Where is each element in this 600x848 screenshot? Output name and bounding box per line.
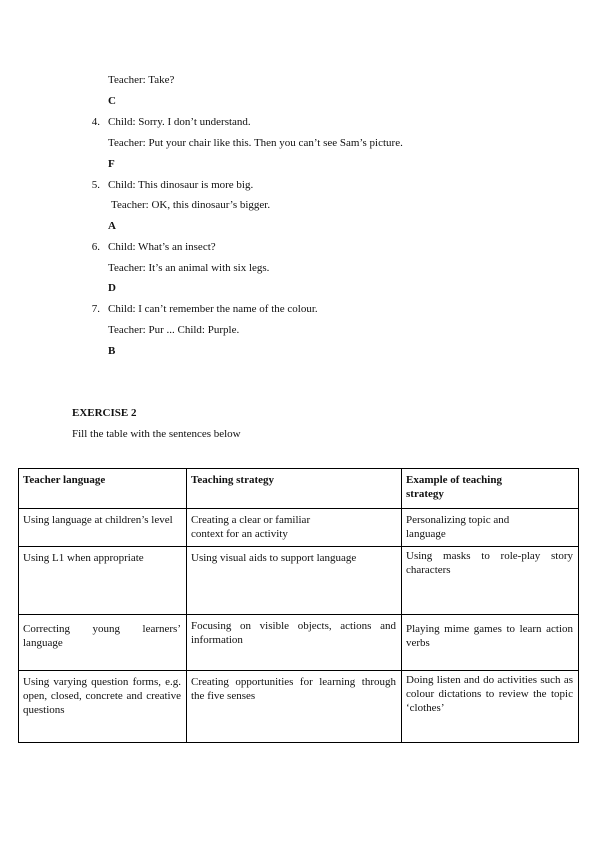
cell-teaching-strategy — [187, 509, 402, 547]
table-row — [19, 547, 579, 615]
header-teaching-strategy: Teaching strategy — [187, 469, 402, 509]
header-teacher-language: Teacher language — [19, 469, 187, 509]
cell-example-line1: Personalizing topic and — [406, 514, 510, 526]
table-row — [19, 671, 579, 743]
item7-teacher-line: Teacher: Pur ... Child: Purple. — [108, 324, 240, 336]
item4-teacher-line: Teacher: Put your chair like this. Then you can’t see Sam’s picture. — [108, 137, 403, 149]
item4-number: 4. — [91, 116, 100, 128]
item4-child-line: Child: Sorry. I don’t understand. — [108, 116, 251, 128]
cell-teaching-strategy: Creating opportunities for learning through the five senses — [187, 671, 402, 743]
cell-example-strategy: Using masks to role-play story characters — [402, 547, 579, 615]
item6-child-line: Child: What’s an insect? — [108, 241, 216, 253]
header-example-strategy — [402, 469, 579, 509]
item4-answer: F — [108, 158, 115, 170]
cell-teacher-language: Correcting young learners’ language — [19, 615, 187, 671]
cell-teaching-strategy: Focusing on visible objects, actions and information — [187, 615, 402, 671]
item5-teacher-line: Teacher: OK, this dinosaur’s bigger. — [111, 199, 271, 211]
cell-teaching-strategy: Using visual aids to support language — [187, 547, 402, 615]
item7-answer: B — [108, 345, 116, 357]
cell-example-strategy: Doing listen and do activities such as colour dictations to review the topic ‘clothes’ — [402, 671, 579, 743]
cell-example-line2: language — [406, 528, 446, 540]
item5-number: 5. — [91, 179, 100, 191]
strategy-table — [18, 468, 579, 743]
item7-number: 7. — [91, 303, 100, 315]
exercise-instruction: Fill the table with the sentences below — [72, 428, 241, 440]
header-example-line1: Example of teaching — [406, 474, 502, 486]
table-header-row — [19, 469, 579, 509]
cell-example-strategy — [402, 509, 579, 547]
table-row — [19, 615, 579, 671]
cell-strategy-line1: Creating a clear or familiar — [191, 514, 311, 526]
item3-answer: C — [108, 95, 116, 107]
item6-answer: D — [108, 282, 116, 294]
table-row — [19, 509, 579, 547]
exercise-title: EXERCISE 2 — [72, 407, 137, 419]
cell-teacher-language: Using L1 when appropriate — [19, 547, 187, 615]
cell-teacher-language: Using varying question forms, e.g. open, closed, concrete and creative questions — [19, 671, 187, 743]
item5-child-line: Child: This dinosaur is more big. — [108, 179, 254, 191]
item6-teacher-line: Teacher: It’s an animal with six legs. — [108, 262, 270, 274]
cell-example-strategy: Playing mime games to learn action verbs — [402, 615, 579, 671]
item6-number: 6. — [91, 241, 100, 253]
cell-strategy-line2: context for an activity — [191, 528, 288, 540]
item3-teacher-line: Teacher: Take? — [108, 74, 175, 86]
item5-answer: A — [108, 220, 116, 232]
item7-child-line: Child: I can’t remember the name of the colour. — [108, 303, 318, 315]
cell-teacher-language: Using language at children’s level — [19, 509, 187, 547]
header-example-line2: strategy — [406, 488, 444, 500]
